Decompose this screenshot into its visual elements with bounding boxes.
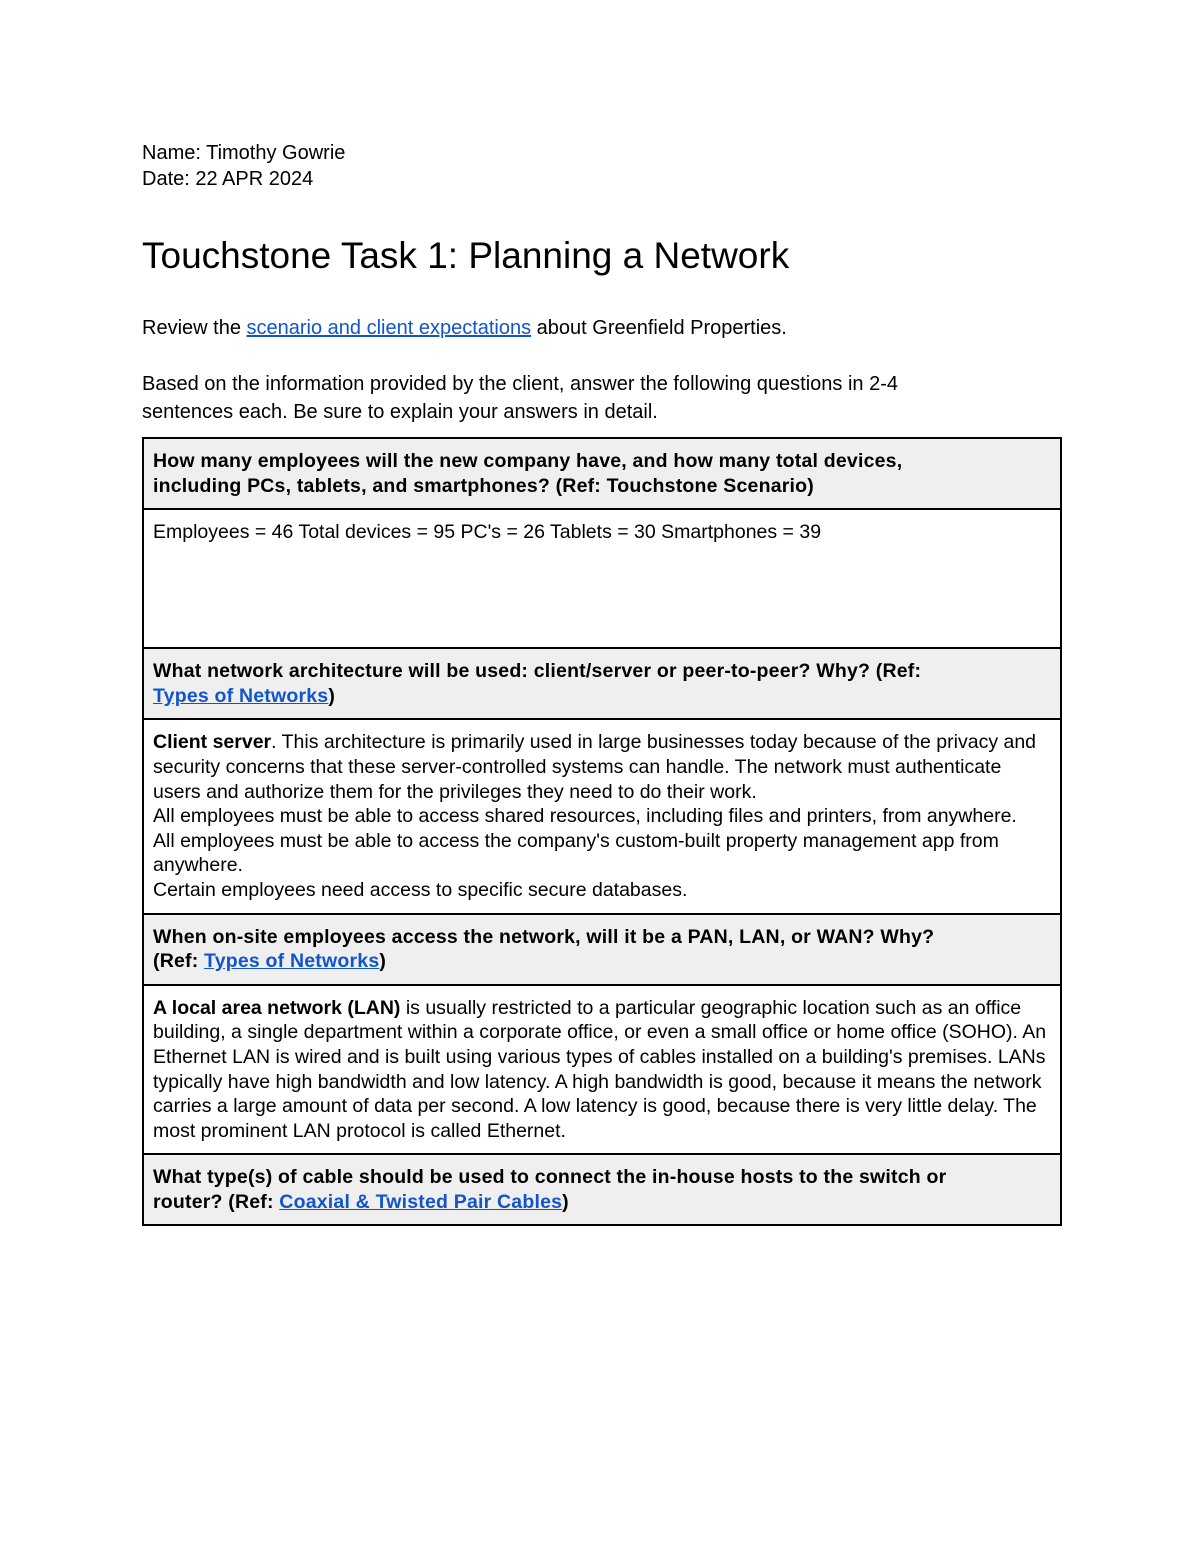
- answer-2-line-2: All employees must be able to access shared resources, including files and printers, from anywhere.: [153, 805, 1017, 828]
- question-2-close: ): [328, 684, 336, 707]
- submission-date: Date: 22 APR 2024: [142, 168, 314, 190]
- answer-2-line-4: Certain employees need access to specific secure databases.: [153, 878, 688, 901]
- table-row: [143, 719, 1061, 913]
- student-name: Name: Timothy Gowrie: [142, 142, 346, 164]
- answer-1-text: Employees = 46 Total devices = 95 PC's = 26 Tablets = 30 Smartphones = 39: [153, 521, 822, 544]
- instructions-line-2: sentences each. Be sure to explain your answers in detail.: [142, 401, 658, 423]
- instructions-line-1: Based on the information provided by the client, answer the following questions in 2-4: [142, 373, 899, 395]
- question-4-prefix: router? (Ref:: [153, 1190, 280, 1213]
- types-of-networks-link-2[interactable]: Types of Networks: [204, 950, 380, 973]
- intro-text-after: about Greenfield Properties.: [531, 317, 787, 339]
- answer-cell-1[interactable]: [143, 509, 1061, 648]
- types-of-networks-link[interactable]: Types of Networks: [153, 684, 329, 707]
- scenario-link[interactable]: scenario and client expectations: [246, 317, 532, 339]
- answer-cell-3[interactable]: [143, 985, 1061, 1155]
- question-1-line-2: including PCs, tablets, and smartphones? (Ref: Touchstone Scenario): [153, 474, 814, 497]
- instructions-paragraph: [142, 370, 1062, 426]
- answer-2-line-3: All employees must be able to access the company's custom-built property management app from anywhere.: [153, 829, 999, 877]
- question-4-close: ): [562, 1190, 569, 1213]
- answer-3-rest: is usually restricted to a particular geographic location such as an office building, a single department within a corporate office, or even a small office or home office (SOHO). An Ethernet LAN is wired and is built using various types of cables installed on a building's premises. LANs typically have high bandwidth and low latency. A high bandwidth is good, because it means the network carries a large amount of data per second. A low latency is good, because there is very little delay. The most prominent LAN protocol is called Ethernet.: [153, 996, 1047, 1142]
- question-3-prefix: (Ref:: [153, 950, 205, 973]
- question-3-close: ): [379, 950, 387, 973]
- table-row: [143, 438, 1061, 509]
- intro-paragraph: [142, 314, 1062, 342]
- intro-text-before: Review the: [142, 317, 247, 339]
- answer-2-bold: Client server: [153, 731, 272, 754]
- answer-cell-2[interactable]: [143, 719, 1061, 913]
- table-row: [143, 509, 1061, 648]
- table-row: [143, 1154, 1061, 1225]
- question-2-text: What network architecture will be used: client/server or peer-to-peer? Why? (Ref:: [153, 660, 922, 683]
- question-answer-table: [142, 437, 1062, 1226]
- answer-3-bold: A local area network (LAN): [153, 996, 401, 1019]
- table-row: [143, 914, 1061, 985]
- question-cell-4: [143, 1154, 1061, 1225]
- question-cell-2: [143, 648, 1061, 719]
- question-1-line-1: How many employees will the new company have, and how many total devices,: [153, 450, 903, 472]
- table-row: [143, 985, 1061, 1155]
- document-title: Touchstone Task 1: Planning a Network: [142, 235, 790, 276]
- cables-link[interactable]: Coaxial & Twisted Pair Cables: [279, 1190, 563, 1213]
- document-page: [142, 140, 1062, 426]
- answer-2-rest: . This architecture is primarily used in large businesses today because of the privacy and security concerns that these server-controlled systems can handle. The network must authenticate users and authorize them for the privileges they need to do their work.: [153, 731, 1037, 803]
- table-row: [143, 648, 1061, 719]
- question-cell-3: [143, 914, 1061, 985]
- question-cell-1: [143, 438, 1061, 509]
- question-3-line-1: When on-site employees access the network, will it be a PAN, LAN, or WAN? Why?: [153, 925, 935, 948]
- question-4-line-1: What type(s) of cable should be used to connect the in-house hosts to the switch or: [153, 1166, 947, 1189]
